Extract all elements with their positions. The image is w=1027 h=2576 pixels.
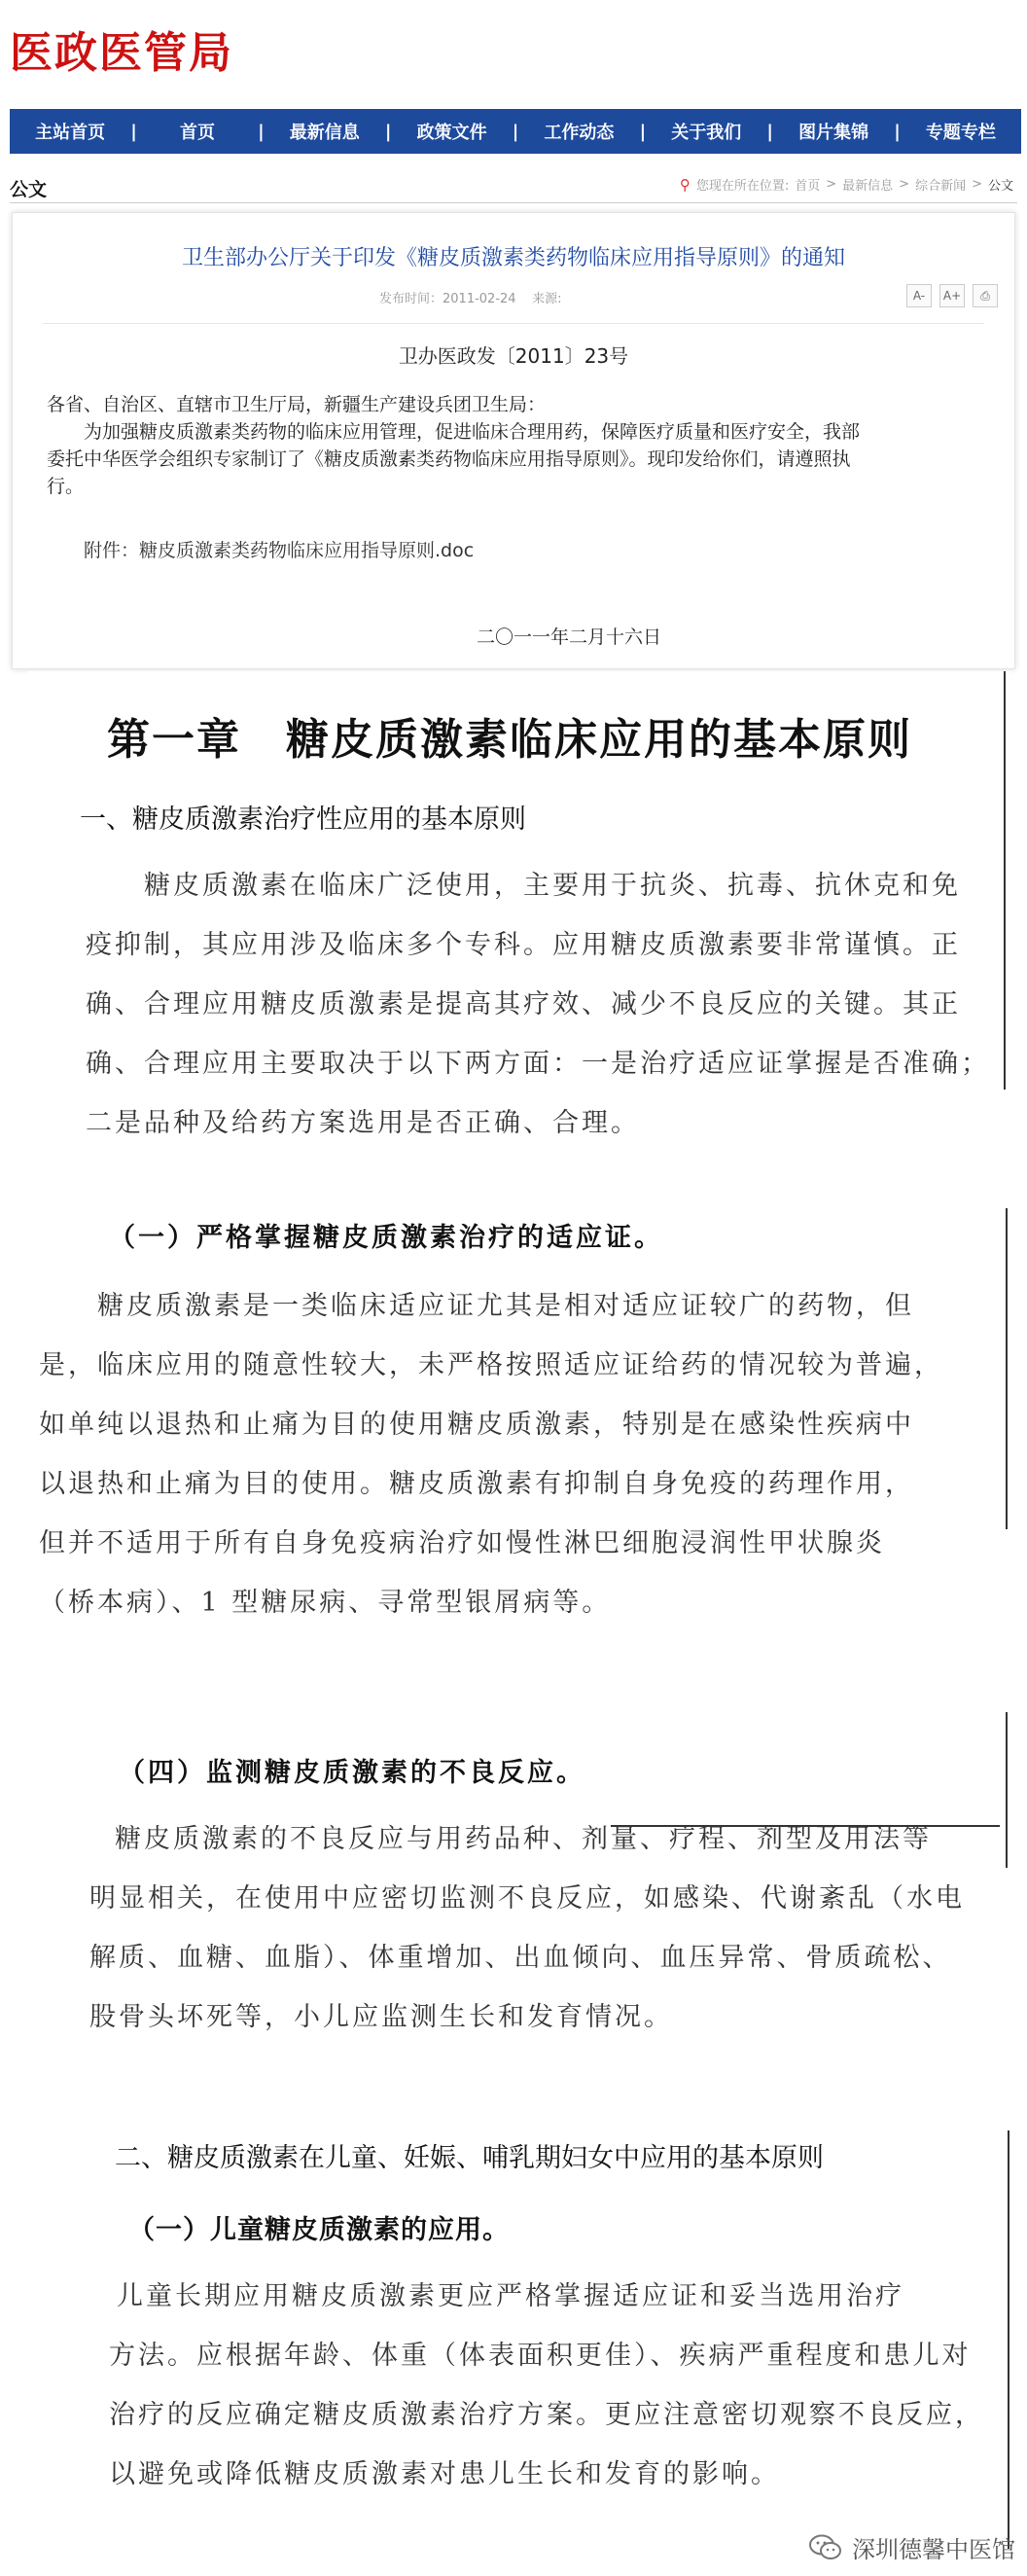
- notice-body-line: 行。: [47, 476, 85, 497]
- body-line: 但并不适用于所有自身免疫病治疗如慢性淋巴细胞浸润性甲状腺炎: [39, 1528, 885, 1558]
- section-heading: 二、糖皮质激素在儿童、妊娠、哺乳期妇女中应用的基本原则: [115, 2143, 824, 2173]
- body-line: 糖皮质激素在临床广泛使用，主要用于抗炎、抗毒、抗休克和免: [144, 871, 961, 901]
- body-line: 治疗的反应确定糖皮质激素治疗方案。更应注意密切观察不良反应，: [109, 2400, 984, 2430]
- breadcrumb-separator: >: [826, 177, 837, 192]
- notice-body-line: 为加强糖皮质激素类药物的临床应用管理，促进临床合理用药，保障医疗质量和医疗安全，我部: [84, 421, 861, 443]
- breadcrumb-item-home[interactable]: 首页: [795, 179, 821, 194]
- attachment-link[interactable]: 附件：糖皮质激素类药物临床应用指导原则.doc: [84, 540, 475, 561]
- nav-item-gallery[interactable]: 图片集锦: [798, 123, 869, 143]
- nav-separator: |: [512, 121, 519, 142]
- divider: [43, 323, 984, 324]
- breadcrumb-prefix: 您现在所在位置:: [695, 179, 790, 194]
- body-line: 二是品种及给药方案选用是否正确、合理。: [86, 1108, 640, 1138]
- body-line: 方法。应根据年龄、体重（体表面积更佳）、疾病严重程度和患儿对: [109, 2341, 972, 2371]
- watermark: [809, 2530, 1015, 2564]
- breadcrumb-current: 公文: [987, 179, 1013, 194]
- nav-item-main-home[interactable]: 主站首页: [35, 123, 106, 143]
- scan-edge-line: [1008, 2130, 1009, 2549]
- location-pin-icon: ⚲: [679, 175, 691, 194]
- nav-item-home[interactable]: 首页: [179, 123, 215, 143]
- nav-separator: |: [639, 121, 647, 142]
- section-body: [109, 2274, 984, 2512]
- source-label: 来源:: [532, 292, 562, 306]
- body-line: 股骨头坏死等，小儿应监测生长和发育情况。: [89, 2002, 673, 2032]
- subsection-heading: （一）严格掌握糖皮质激素治疗的适应证。: [109, 1223, 663, 1253]
- watermark-text: 深圳德馨中医馆: [852, 2536, 1015, 2563]
- scan-edge-line: [1004, 671, 1006, 1090]
- section-body: [89, 1817, 965, 2055]
- nav-separator: |: [384, 121, 392, 142]
- body-line: 是，临床应用的随意性较大，未严格按照适应证给药的情况较为普遍，: [39, 1350, 943, 1380]
- notice-date: 二〇一一年二月十六日: [477, 626, 662, 648]
- nav-item-policy[interactable]: 政策文件: [416, 123, 487, 143]
- body-line: 如单纯以退热和止痛为目的使用糖皮质激素，特别是在感染性疾病中: [39, 1410, 914, 1440]
- scan-edge-line: [1006, 1208, 1008, 1529]
- breadcrumb: [680, 175, 1013, 194]
- main-nav: [10, 109, 1021, 154]
- body-line: 明显相关，在使用中应密切监测不良反应，如感染、代谢紊乱（水电: [89, 1883, 965, 1914]
- section-body: [39, 1284, 943, 1640]
- breadcrumb-separator: >: [899, 177, 910, 192]
- text-tools: [906, 284, 998, 307]
- nav-separator: |: [894, 121, 901, 142]
- notice-title: 卫生部办公厅关于印发《糖皮质激素类药物临床应用指导原则》的通知: [181, 246, 845, 270]
- site-logo[interactable]: 医政医管局: [10, 28, 233, 78]
- chapter-title: 第一章 糖皮质激素临床应用的基本原则: [107, 715, 912, 765]
- body-line: 疫抑制，其应用涉及临床多个专科。应用糖皮质激素要非常谨慎。正: [86, 930, 961, 960]
- nav-separator: |: [258, 121, 265, 142]
- breadcrumb-item-news[interactable]: 综合新闻: [915, 179, 967, 194]
- nav-separator: |: [130, 121, 137, 142]
- nav-item-topics[interactable]: 专题专栏: [925, 123, 996, 143]
- section-title: 公文: [10, 179, 48, 200]
- font-increase-button[interactable]: A+: [939, 284, 965, 307]
- breadcrumb-separator: >: [972, 177, 982, 192]
- scan-edge-line: [1006, 1712, 1008, 1868]
- breadcrumb-item-latest[interactable]: 最新信息: [842, 179, 894, 194]
- body-line: 确、合理应用主要取决于以下两方面：一是治疗适应证掌握是否准确；: [86, 1049, 990, 1079]
- body-line: 确、合理应用糖皮质激素是提高其疗效、减少不良反应的关键。其正: [86, 989, 961, 1020]
- notice-body-line: 委托中华医学会组织专家制订了《糖皮质激素类药物临床应用指导原则》。现印发给你们，请遵照执: [47, 448, 851, 470]
- wechat-icon: [809, 2534, 842, 2561]
- document-number: 卫办医政发〔2011〕23号: [398, 344, 629, 368]
- body-line: （桥本病）、1 型糖尿病、寻常型银屑病等。: [39, 1588, 612, 1618]
- body-line: 儿童长期应用糖皮质激素更应严格掌握适应证和妥当选用治疗: [117, 2281, 904, 2311]
- notice-meta: [379, 288, 561, 306]
- publish-date: 发布时间：2011-02-24: [379, 292, 516, 306]
- subsection-heading: （一）儿童糖皮质激素的应用。: [128, 2215, 510, 2245]
- section-body: [86, 864, 990, 1161]
- subsection-heading: （四）监测糖皮质激素的不良反应。: [119, 1758, 585, 1788]
- nav-item-about[interactable]: 关于我们: [671, 123, 742, 143]
- nav-item-latest[interactable]: 最新信息: [289, 123, 360, 143]
- body-line: 以避免或降低糖皮质激素对患儿生长和发育的影响。: [109, 2459, 780, 2489]
- nav-separator: |: [766, 121, 773, 142]
- nav-item-work-news[interactable]: 工作动态: [544, 123, 615, 143]
- body-line: 糖皮质激素是一类临床适应证尤其是相对适应证较广的药物，但: [97, 1291, 914, 1321]
- font-decrease-button[interactable]: A-: [906, 284, 932, 307]
- divider: [10, 202, 1017, 203]
- body-line: 糖皮质激素的不良反应与用药品种、剂量、疗程、剂型及用法等: [115, 1824, 932, 1854]
- print-icon[interactable]: ⎙: [973, 284, 998, 307]
- section-heading: 一、糖皮质激素治疗性应用的基本原则: [80, 805, 526, 835]
- body-line: 解质、血糖、血脂）、体重增加、出血倾向、血压异常、骨质疏松、: [89, 1943, 952, 1973]
- salutation: 各省、自治区、直辖市卫生厅局，新疆生产建设兵团卫生局：: [47, 394, 547, 415]
- body-line: 以退热和止痛为目的使用。糖皮质激素有抑制自身免疫的药理作用，: [39, 1469, 914, 1499]
